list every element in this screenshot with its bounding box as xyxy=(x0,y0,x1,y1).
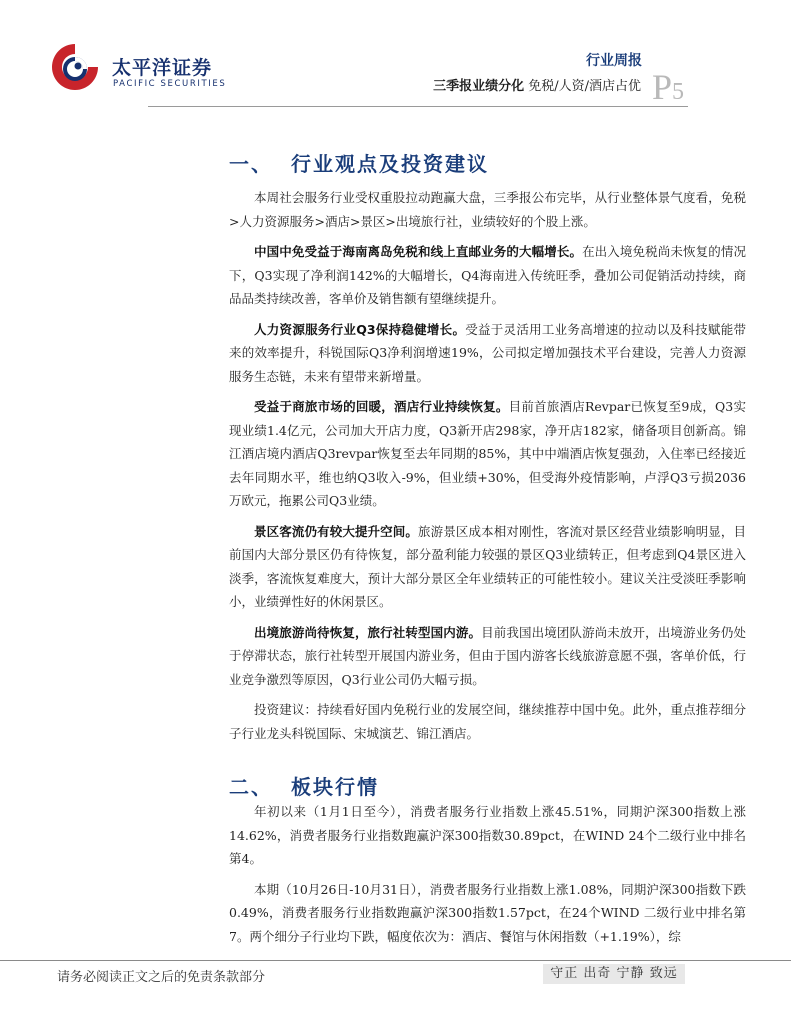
paragraph: 人力资源服务行业Q3保持稳健增长。受益于灵活用工业务高增速的拉动以及科技赋能带来的效率提升，科锐国际Q3净利润增速19%，公司拟定增加强技术平台建设，完善人力资源服务生态链，未来有望带来新增量。 xyxy=(229,321,746,384)
footer-divider xyxy=(0,960,791,961)
header-divider xyxy=(148,106,688,107)
report-title-bold: 三季报业绩分化 xyxy=(433,79,525,94)
logo-text-en: PACIFIC SECURITIES xyxy=(113,79,227,89)
paragraph-lead: 人力资源服务行业Q3保持稳健增长。 xyxy=(254,321,466,337)
section2-number: 二、 xyxy=(229,775,273,799)
section1-body xyxy=(229,186,746,752)
section1-title: 行业观点及投资建议 xyxy=(291,152,489,176)
section2-body xyxy=(229,800,746,958)
paragraph-lead: 中国中免受益于海南离岛免税和线上直邮业务的大幅增长。 xyxy=(254,244,583,259)
section2-title: 板块行情 xyxy=(291,775,379,799)
paragraph-lead: 受益于商旅市场的回暖，酒店行业持续恢复。 xyxy=(254,399,509,414)
paragraph-lead: 出境旅游尚待恢复，旅行社转型国内游。 xyxy=(254,624,482,640)
paragraph: 景区客流仍有较大提升空间。旅游景区成本相对刚性，客流对景区经营业绩影响明显，目前国内大部分景区仍有待恢复，部分盈利能力较强的景区Q3业绩转正，但考虑到Q4景区进入淡季，客流恢复难度大，预计大部分景区全年业绩转正的可能性较小。建议关注受淡旺季影响小，业绩弹性好的休闲景区。 xyxy=(229,523,746,609)
report-title xyxy=(433,75,641,94)
paragraph: 中国中免受益于海南离岛免税和线上直邮业务的大幅增长。在出入境免税尚未恢复的情况下，Q3实现了净利润142%的大幅增长，Q4海南进入传统旺季，叠加公司促销活动持续，商品品类持续改善，客单价及销售额有望继续提升。 xyxy=(229,244,746,306)
page-prefix: P xyxy=(652,67,673,107)
section1-number: 一、 xyxy=(229,152,273,176)
section1-heading xyxy=(229,148,489,177)
paragraph: 本期（10月26日-10月31日），消费者服务行业指数上涨1.08%，同期沪深300指数下跌0.49%，消费者服务行业指数跑赢沪深300指数1.57pct，在24个WIND 二级行业中排名第7。两个细分子行业均下跌，幅度依次为：酒店、餐馆与休闲指数（+1.19%），综 xyxy=(229,881,746,944)
paragraph: 年初以来（1月1日至今），消费者服务行业指数上涨45.51%，同期沪深300指数上涨14.62%，消费者服务行业指数跑赢沪深300指数30.89pct，在WIND 24个二级行业中排名第4。 xyxy=(229,804,746,866)
disclaimer-note: 请务必阅读正文之后的免责条款部分 xyxy=(57,970,266,985)
report-type: 行业周报 xyxy=(586,53,642,69)
paragraph-lead: 景区客流仍有较大提升空间。 xyxy=(254,523,419,539)
report-title-rest: 免税/人资/酒店占优 xyxy=(524,79,641,94)
paragraph: 受益于商旅市场的回暖，酒店行业持续恢复。目前首旅酒店Revpar已恢复至9成，Q3实现业绩1.4亿元，公司加大开店力度，Q3新开店298家，净开店182家，储备项目创新高。锦江酒店境内酒店Q3revpar恢复至去年同期的85%，其中中端酒店恢复强劲，入住率已经接近去年同期水平，维也纳Q3收入-9%，但业绩+30%，但受海外疫情影响，卢浮Q3亏损2036万欧元，拖累公司Q3业绩。 xyxy=(229,399,746,508)
page-number-value: 5 xyxy=(672,79,685,105)
section2-heading xyxy=(229,771,379,800)
paragraph: 出境旅游尚待恢复，旅行社转型国内游。目前我国出境团队游尚未放开，出境游业务仍处于停滞状态，旅行社转型开展国内游业务，但由于国内游客长线旅游意愿不强，客单价低，行业竞争激烈等原因，Q3行业公司仍大幅亏损。 xyxy=(229,624,746,687)
page-number xyxy=(652,66,684,108)
paragraph: 投资建议：持续看好国内免税行业的发展空间，继续推荐中国中免。此外，重点推荐细分子行业龙头科锐国际、宋城演艺、锦江酒店。 xyxy=(229,702,746,741)
company-logo xyxy=(48,40,227,98)
paragraph: 本周社会服务行业受权重股拉动跑赢大盘，三季报公布完毕，从行业整体景气度看，免税>人力资源服务>酒店>景区>出境旅行社，业绩较好的个股上涨。 xyxy=(229,190,746,229)
pacific-securities-logo-icon xyxy=(48,40,102,94)
company-motto: 守正 出奇 宁静 致远 xyxy=(543,964,685,984)
logo-text-cn: 太平洋证券 xyxy=(112,57,213,79)
